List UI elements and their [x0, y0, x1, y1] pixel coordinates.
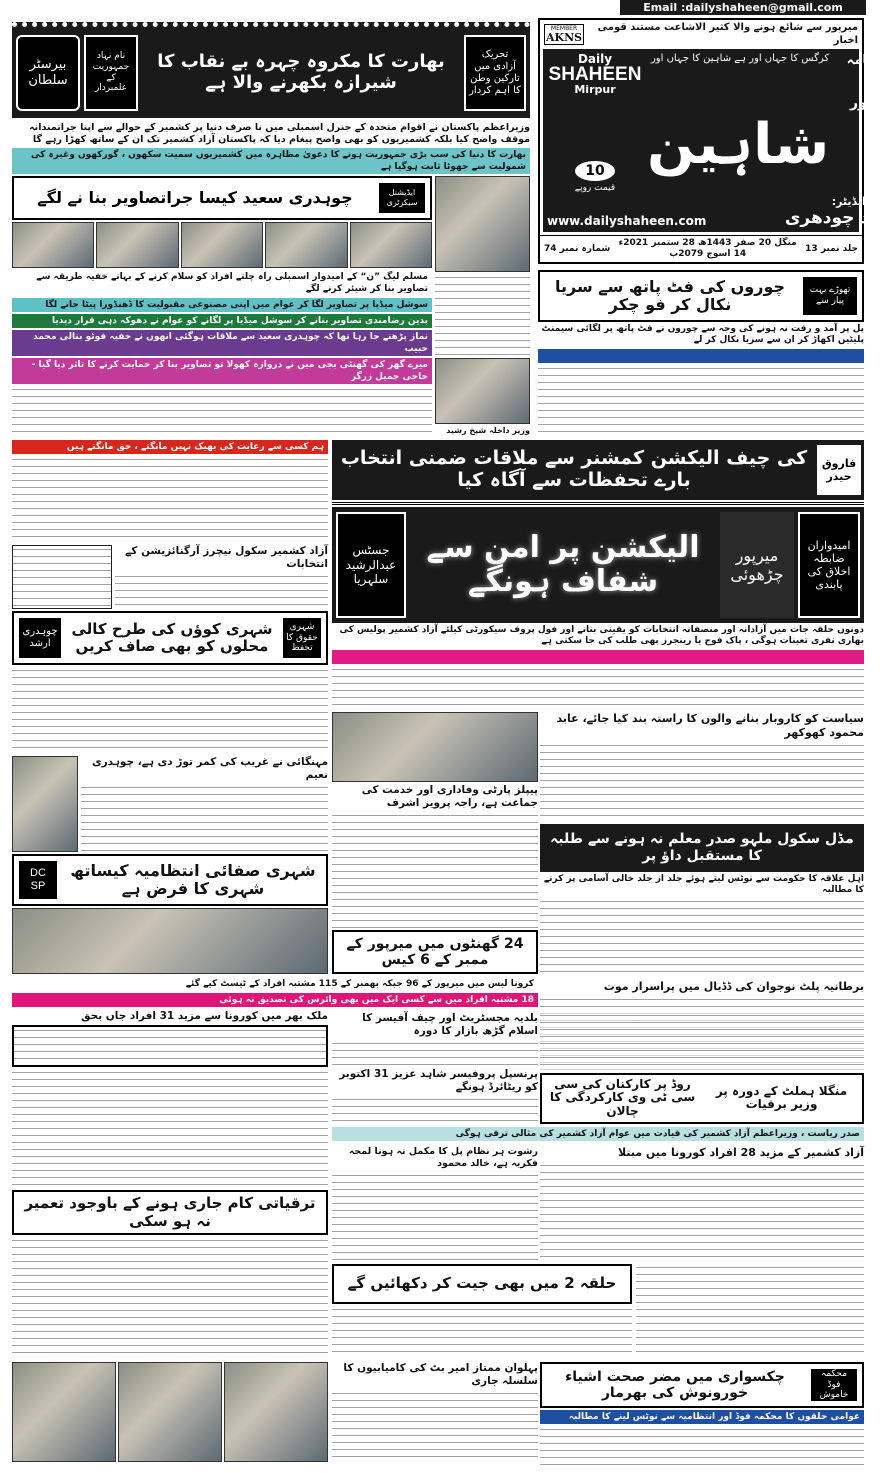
pole-headline-box: [538, 270, 864, 322]
halqa-headline-box: [332, 1264, 632, 1304]
election-banner: [332, 440, 864, 500]
election-byline: فاروق حیدر: [817, 445, 861, 495]
saeed-headline: چوہدری سعید کیسا جراتصاویر بنا نے لگے: [37, 187, 353, 207]
politics-headline: سیاست کو کاروبار بنانے والوں کا راستہ بند کیا جائے، عابد محمود کھوکھر: [556, 712, 864, 739]
pm-strip: صدر ریاست ، وزیراعظم آزاد کشمیر کی قیادت میں عوام آزاد کشمیر کی مثالی ترقی ہوگی: [332, 1127, 864, 1141]
couplet: کرگس کا جہاں اور ہے شاہین کا جہاں اور: [650, 53, 830, 64]
rasheed-photo: [435, 358, 530, 424]
teacher-headline: مڈل سکول ملہو صدر معلم نہ ہونے سے طلبہ کا مستقبل داؤ پر: [550, 831, 854, 864]
rasheed-caption: وزیر داخلہ شیخ رشید: [446, 426, 530, 435]
saeed-headline-box: [12, 176, 432, 220]
uk-headline: برطانیہ پلٹ نوجوان کی ڈڈیال میں پراسرار موت: [603, 980, 864, 994]
bottom-photos: [12, 1362, 328, 1462]
english-logo: Daily SHAHEEN Mirpur: [548, 52, 642, 96]
road-headline: منگلا ہملٹ کے دورہ پر وزیر برقیات: [715, 1083, 848, 1112]
city-label: میرپور: [849, 95, 895, 111]
saeed-strip-5: میرے گھر کی گھنٹی بجی میں نے دروازہ کھولا تو تصاویر بنا کر حمایت کرنے کا تاثر دیا گیا - حاجی جمیل زرگر: [12, 358, 432, 384]
saeed-photos: [12, 222, 432, 268]
main-subhead: دونوں حلقہ جات میں آزادانہ اور منصفانہ انتخابات کو یقینی بنانے اور فول پروف سیکورٹی کیلئے آزاد کشمیر پولیس کی بھاری نفری تعینات ہوگی ، پاک فوج یا رینجرز بھی طلب کی جا سکتی ہے: [339, 625, 864, 647]
akns-badge: MEMBER AKNS: [546, 25, 583, 44]
side-box: [12, 545, 112, 609]
principal-headline: پرنسپل پروفیسر شاہد عزیز 31 اکتوبر کو ریٹائرڈ ہونگے: [339, 1068, 538, 1094]
main-banner: [332, 507, 864, 623]
website: www.dailyshaheen.com: [547, 214, 707, 229]
ajk-covid-headline: آزاد کشمیر کے مزید 28 افراد کورونا میں مبتلا: [617, 1146, 864, 1159]
meeting-photo: [332, 712, 538, 782]
crow-headline-box: [12, 611, 328, 665]
chaklala-strip: عوامی حلقوں کا محکمہ فوڈ اور انتظامیہ سے نوٹس لینے کا مطالبہ: [540, 1410, 864, 1424]
lead-headline: بھارت کا مکروہ چہرہ بے نقاب کا شیرازہ بکھرنے والا ہے: [157, 50, 445, 93]
school-headline: آزاد کشمیر سکول نیچرز آرگنائزیشن کے انتخابات: [125, 545, 328, 571]
date-bar: جلد نمبر 13 منگل 20 صفر 1443ھ 28 ستمبر 2021ء 14 اسوج 2079ب شمارہ نمبر 74: [540, 235, 862, 262]
covid-headline: 24 گھنٹوں میں میرپور کے ممبر کے 6 کیس: [346, 935, 524, 968]
covid-strip: کرونا لیس میں میرپور کے 96 جبکہ بھمبر کے 115 مشتبہ افراد کے ٹیسٹ کیے گئے: [185, 979, 534, 989]
lead-subhead: وزیراعظم پاکستان نے اقوام متحدہ کے جنرل اسمبلی میں نا صرف دنیا پر کشمیر کے حوالے سے اپنا جراتمندانہ موقف واضح کیا بلکہ کشمیریوں کو بھی واضح پیغام دیا کہ پاکستان آزاد کشمیر تک ان کے ساتھ کھڑا رہے گا: [29, 122, 530, 145]
wrestler-headline: پہلوان ممتاز امیر بٹ کی کامیابیوں کا سلسلہ جاری: [343, 1362, 538, 1388]
road-headline-2: روڈ پر کارکنان کی سی سی ٹی وی کارکردگی کا چالان: [549, 1076, 696, 1119]
pole-strip: [538, 349, 864, 363]
halqa-headline: حلقہ 2 میں بھی جیت کر دکھائیں گے: [347, 1274, 617, 1293]
saeed-strip-1: مسلم لیگ ”ن“ کے امیدوار اسمبلی راہ چلتے افراد کو سلام کرنے کے بہانے خفیہ طریقہ سے تصاویر بنا کر شیئر کرنے لگے: [36, 271, 428, 294]
dcsp-tag: DC SP: [17, 859, 59, 901]
pole-headline: چوروں کی فٹ پاتھ سے سریا نکال کر فو چکر: [554, 276, 786, 314]
municipal-headline: بلدیہ مجسٹریٹ اور چیف آفیسر کا اسلام گڑھ بازار کا دورہ: [362, 1012, 538, 1038]
main-strip: [332, 650, 864, 664]
chaklala-tag: محکمہ فوڈ خاموش: [809, 1367, 859, 1403]
chaklala-headline: چکسواری میں مضر صحت اشیاء خورونوش کی بھرمار: [565, 1368, 785, 1401]
person-photo: [12, 756, 78, 852]
newspaper-title: شاہین: [647, 112, 830, 178]
shehri-tag: شہری حقوق کا تحفظ: [281, 616, 323, 660]
red-strip: ہم کسی سے رعایت کی بھیک نہیں مانگتے ، حق مانگتے ہیں: [12, 440, 328, 454]
teacher-subhead: اہل علاقہ کا حکومت سے نوٹس لیتے ہوئے جلد از جلد خالی آسامی پر کرنے کا مطالبہ: [543, 873, 864, 895]
inflation-headline: مہنگائی نے غریب کی کمر توڑ دی ہے، چوہدری نعیم: [92, 756, 328, 782]
covid-headline-box: [332, 930, 538, 974]
lead-tag: تحریک آزادی میں تارکین وطن کا اہم کردار: [464, 35, 526, 111]
editor-name: خالد چودھری: [784, 208, 895, 229]
tagline: میرپور سے شائع ہونے والا کثیر الاشاعت مستند قومی اخبار: [597, 22, 858, 46]
price-badge: 10: [575, 161, 615, 181]
saeed-tag: ایڈیشنل سیکرٹری: [377, 181, 427, 215]
roznama: روزنامہ: [846, 53, 895, 68]
politician-photo: [435, 176, 530, 272]
lead-mid-tag: نام نہاد جمہوریت کے علمبردار: [84, 35, 138, 111]
masthead: [538, 18, 895, 264]
main-tag: امیدواران ضابطہ اخلاق کی پابندی: [798, 512, 860, 618]
lead-byline: بیرسٹر سلطان: [16, 35, 80, 111]
pole-tag: تھوڑے بہت پیار سے: [801, 275, 859, 317]
covid-deaths-headline: ملک بھر میں کورونا سے مزید 31 افراد جاں بحق: [81, 1010, 328, 1022]
pole-subhead: پل پر آمد و رفت نہ ہونے کی وجہ سے چوروں نے فٹ پاتھ پر لگائی سیمنٹ پلیٹیں اکھاڑ کر ان سے سریا نکال کر لے: [541, 324, 864, 346]
dev-headline: ترقیاتی کام جاری ہونے کے باوجود تعمیر نہ ہو سکی: [24, 1194, 316, 1230]
saeed-strip-2: سوشل میڈیا پر تصاویر لگا کر عوام میں اپنی مصنوعی مقبولیت کا ڈھنڈورا پیٹا جانے لگا: [12, 298, 432, 312]
email-bar: Email :dailyshaheen@gmail.com: [620, 0, 866, 15]
editor-label: چیف ایڈیٹر:: [831, 194, 895, 208]
lead-strip: بھارت کا دنیا کی سب بڑی جمہوریت ہونے کا دعویٰ مظاہرہ میں کشمیریوں سمیت سکھوں ، گورکھوں وغیرہ کی شمولیت سے جھوٹا ثابت ہوگیا ہے: [12, 148, 530, 174]
election-headline: کی چیف الیکشن کمشنر سے ملاقات ضمنی انتخاب بارے تحفظات سے آگاہ کیا: [340, 447, 808, 491]
clean-headline-box: [12, 854, 328, 906]
chaklala-headline-box: [540, 1362, 864, 1408]
price-unit: قیمت روپے: [574, 182, 616, 193]
chowk-headline: رشوت ہر نظام پل کا مکمل نہ ہونا لمحہ فکریہ ہے، خالد محمود: [348, 1146, 538, 1169]
cleaning-photo: [12, 908, 328, 974]
main-headline: الیکشن پر امن سے شفاف ہونگے: [426, 529, 700, 599]
road-headline-box: [540, 1073, 864, 1124]
saeed-strip-3: بدین رضامندی تصاویر بنانے کر سوشل میڈیا پر لگانے کو عوام نے دھوکہ دہی قرار دیدیا: [12, 314, 432, 328]
main-city: میرپور چڑھوئی: [720, 512, 794, 618]
dev-headline-box: [12, 1190, 328, 1235]
crow-byline: چوہدری ارشد: [17, 616, 63, 660]
clean-headline: شہری صفائی انتظامیہ کیساتھ شہری کا فرض ہے: [70, 860, 316, 898]
main-byline: جسٹس عبدالرشید سلہریا: [336, 512, 406, 618]
covid-deaths-box: [12, 1025, 328, 1067]
ppp-headline: پیپلز پارٹی وفاداری اور خدمت کی جماعت ہے، راجہ پرویز اشرف: [361, 784, 538, 810]
covid-strip-2: 18 مشتبہ افراد میں سے کسی ایک میں بھی وائرس کی تصدیق نہ ہوئی: [12, 993, 538, 1007]
lead-banner: [12, 22, 530, 118]
saeed-strip-4: نماز پڑھنے جا رہا تھا کہ چوہدری سعید سے ملاقات ہوگئی انھوں نے خفیہ فوٹو بنالی محمد حبیب: [12, 330, 432, 356]
teacher-banner: [540, 824, 864, 872]
crow-headline: شہری کوؤں کی طرح کالی محلوں کو بھی صاف کریں: [71, 619, 273, 655]
